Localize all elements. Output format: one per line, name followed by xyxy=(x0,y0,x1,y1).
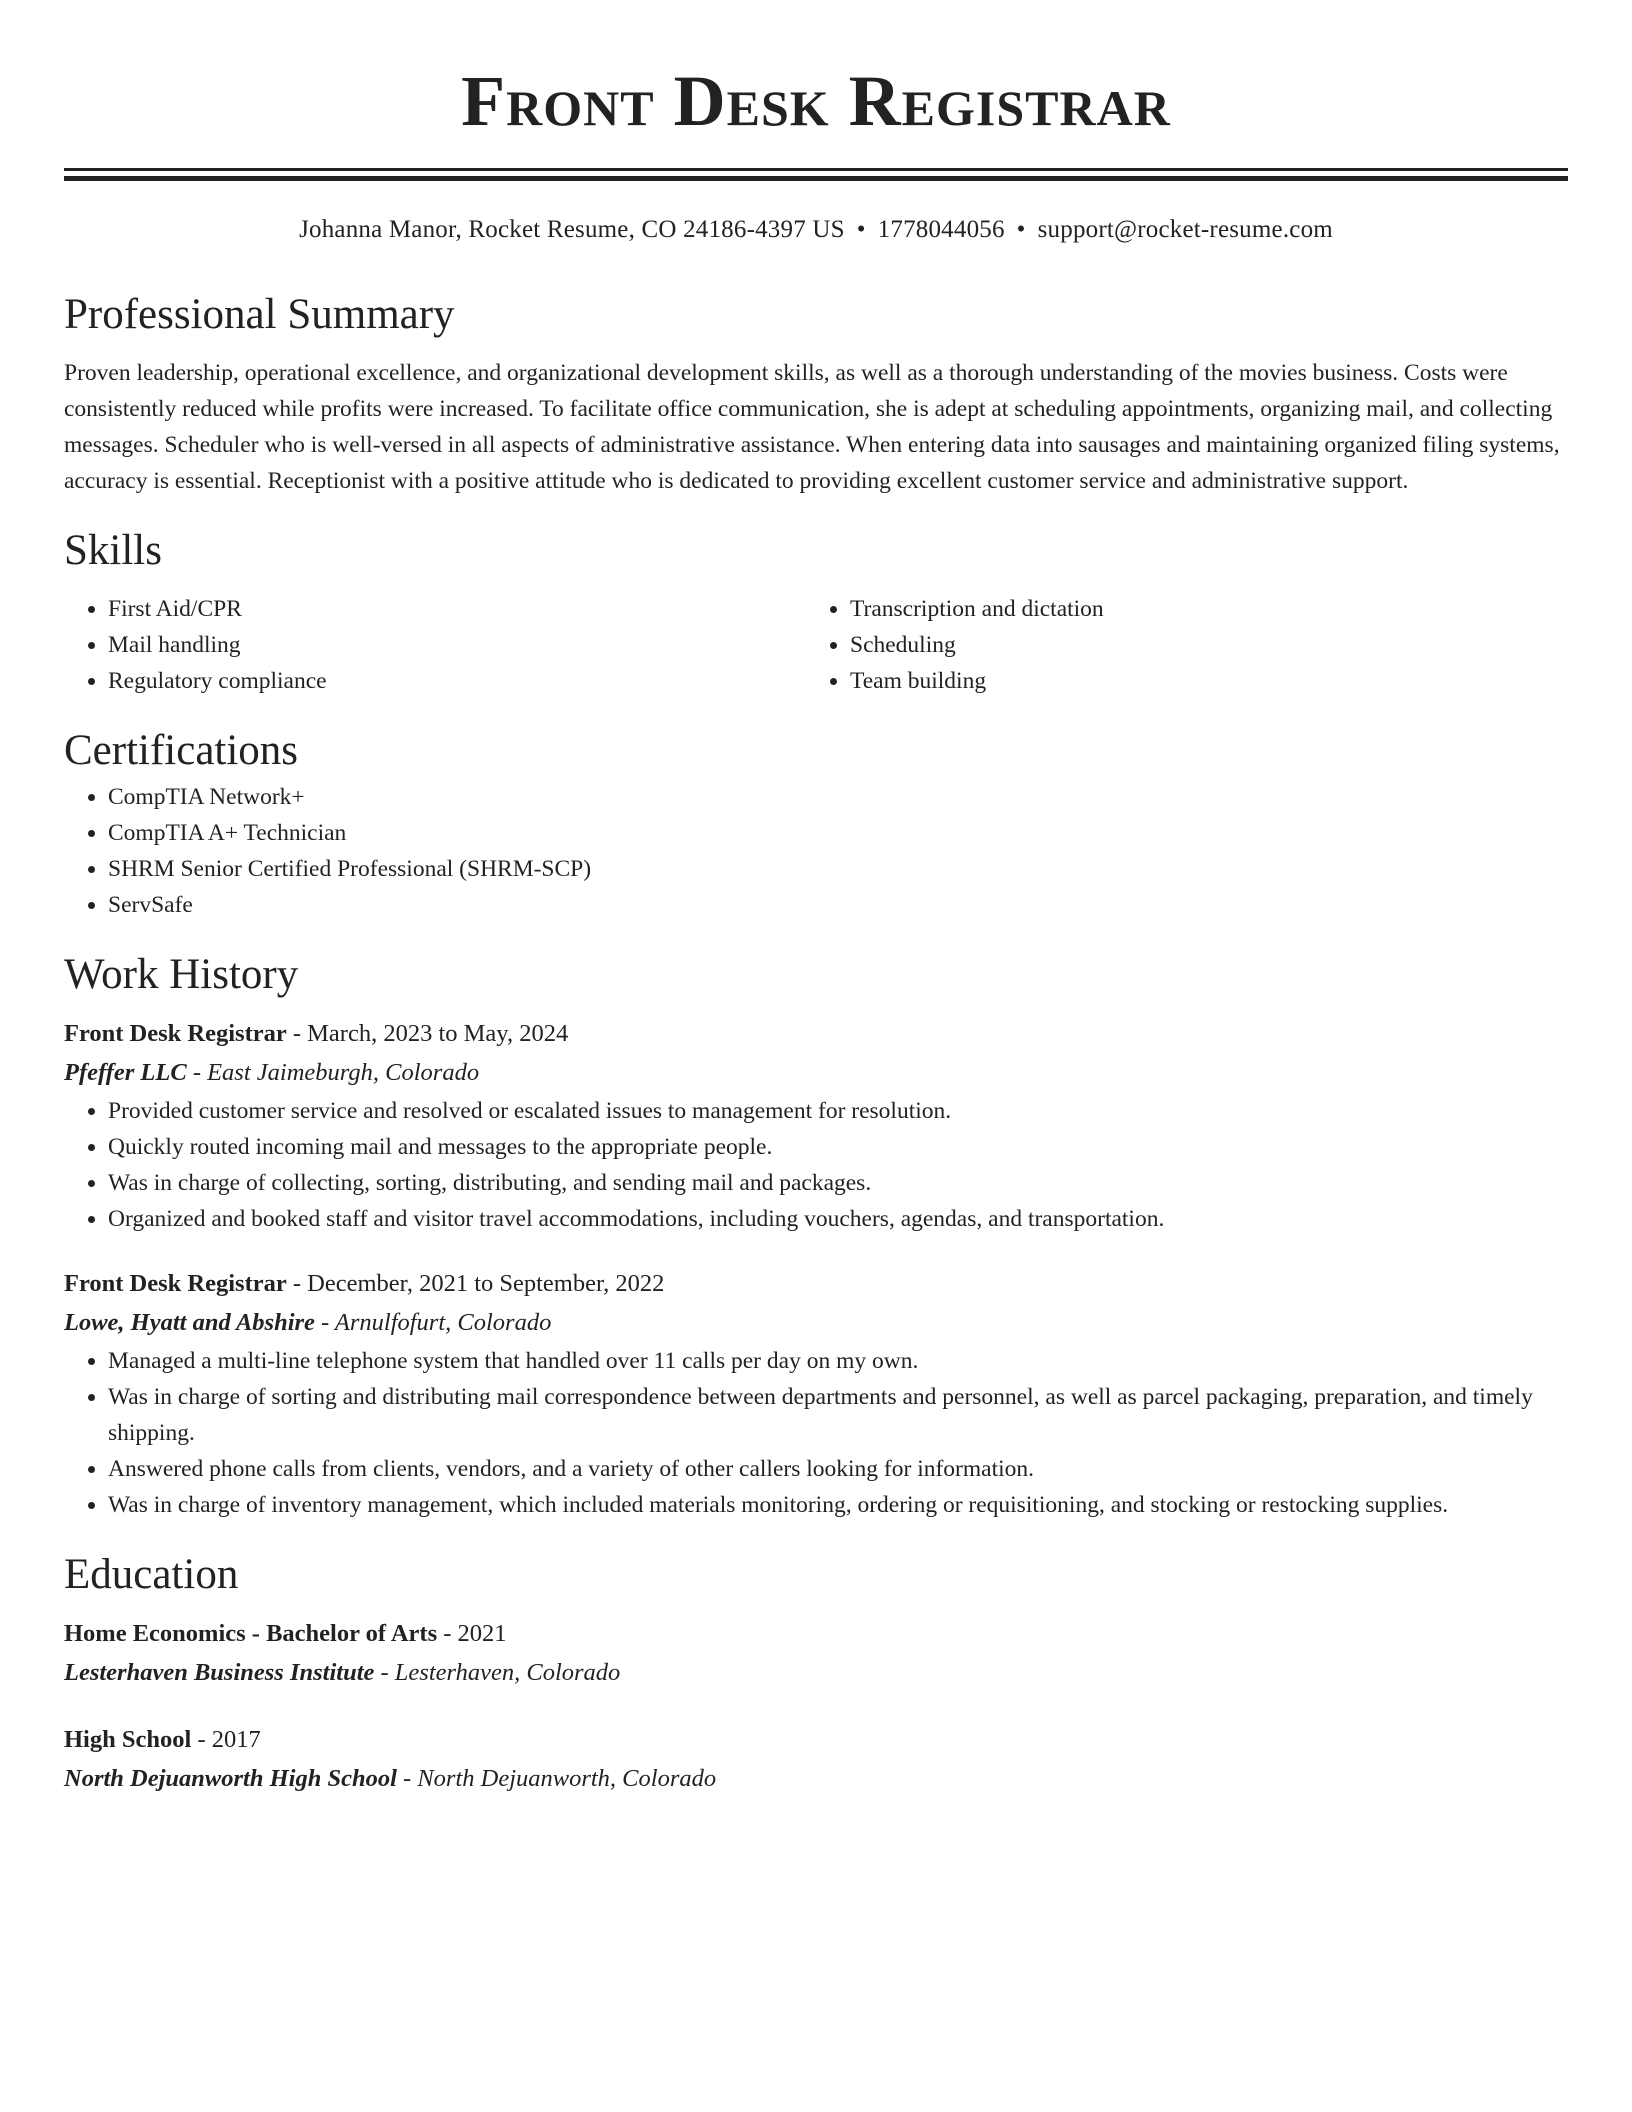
job-dates: - March, 2023 to May, 2024 xyxy=(286,1020,569,1047)
job-location: - East Jaimeburgh, Colorado xyxy=(186,1059,480,1086)
skill-item: • First Aid/CPR xyxy=(108,591,806,627)
summary-text: Proven leadership, operational excellence, and organizational development skills, as well as a thorough understanding of the movies business. Costs were consistently reduced while profits were increased. To facilitate office communication, she is adept at scheduling appointments, organizing mail, and collecting messages. Scheduler who is well-versed in all aspects of administrative assistance. When entering data into sausages and maintaining organized filing systems, accuracy is essential. Receptionist with a positive attitude who is dedicated to providing excellent customer service and administrative support. xyxy=(64,360,1560,494)
job-bullets xyxy=(64,1093,1568,1237)
education-year: - 2017 xyxy=(191,1726,261,1753)
job-entry xyxy=(64,1015,1568,1237)
job-bullet: • Managed a multi-line telephone system that handled over 11 calls per day on my own. xyxy=(108,1343,1568,1379)
certification-item: • ServSafe xyxy=(108,887,1568,923)
contact-separator: • xyxy=(856,216,866,243)
job-entry xyxy=(64,1265,1568,1523)
job-company: Pfeffer LLC xyxy=(64,1059,187,1086)
certifications-heading: Certifications xyxy=(64,727,299,774)
contact-separator: • xyxy=(1016,216,1026,243)
job-company: Lowe, Hyatt and Abshire xyxy=(64,1309,315,1336)
job-company-line xyxy=(64,1303,1568,1343)
title-rule-bottom xyxy=(64,176,1568,181)
job-bullet: • Was in charge of sorting and distributing mail correspondence between departments and personnel, as well as parcel packaging, preparation, and timely shipping. xyxy=(108,1379,1568,1451)
resume-title: Front Desk Registrar xyxy=(461,61,1171,141)
education-year: - 2021 xyxy=(437,1620,507,1647)
summary-heading: Professional Summary xyxy=(64,291,455,338)
skills-list-left xyxy=(64,591,806,699)
job-bullets xyxy=(64,1343,1568,1523)
certification-item: • SHRM Senior Certified Professional (SHRM-SCP) xyxy=(108,851,1568,887)
skill-item: • Team building xyxy=(850,663,1548,699)
job-bullet: • Quickly routed incoming mail and messages to the appropriate people. xyxy=(108,1129,1568,1165)
education-location: - Lesterhaven, Colorado xyxy=(374,1659,621,1686)
contact-email: support@rocket-resume.com xyxy=(1037,216,1333,243)
job-bullet: • Was in charge of collecting, sorting, distributing, and sending mail and packages. xyxy=(108,1165,1568,1201)
education-heading: Education xyxy=(64,1551,239,1598)
certifications-list xyxy=(64,779,1568,923)
education-degree: Home Economics - Bachelor of Arts xyxy=(64,1620,438,1647)
contact-address: Johanna Manor, Rocket Resume, CO 24186-4397 US xyxy=(299,216,845,243)
skills-grid xyxy=(64,591,1568,699)
certification-item: • CompTIA A+ Technician xyxy=(108,815,1568,851)
title-rule-top xyxy=(64,168,1568,171)
education-entry xyxy=(64,1721,1568,1799)
skills-heading: Skills xyxy=(64,527,162,574)
skill-item: • Scheduling xyxy=(850,627,1548,663)
education-school: North Dejuanworth High School xyxy=(64,1765,397,1792)
job-bullet: • Answered phone calls from clients, vendors, and a variety of other callers looking for information. xyxy=(108,1451,1568,1487)
education-school: Lesterhaven Business Institute xyxy=(64,1659,375,1686)
job-bullet: • Organized and booked staff and visitor travel accommodations, including vouchers, agendas, and transportation. xyxy=(108,1201,1568,1237)
education-degree-line xyxy=(64,1615,1568,1653)
education-entry xyxy=(64,1615,1568,1693)
contact-line xyxy=(64,213,1568,247)
job-title-line xyxy=(64,1015,1568,1053)
education-location: - North Dejuanworth, Colorado xyxy=(396,1765,717,1792)
work-history-heading: Work History xyxy=(64,951,299,998)
education-school-line xyxy=(64,1759,1568,1799)
education-school-line xyxy=(64,1653,1568,1693)
job-location: - Arnulfofurt, Colorado xyxy=(314,1309,552,1336)
job-title: Front Desk Registrar xyxy=(64,1020,287,1047)
skill-item: • Mail handling xyxy=(108,627,806,663)
job-dates: - December, 2021 to September, 2022 xyxy=(286,1270,665,1297)
job-bullet: • Was in charge of inventory management, which included materials monitoring, ordering or requisitioning, and stocking or restocking supplies. xyxy=(108,1487,1568,1523)
job-company-line xyxy=(64,1053,1568,1093)
skill-item: • Transcription and dictation xyxy=(850,591,1548,627)
education-degree: High School xyxy=(64,1726,192,1753)
job-title: Front Desk Registrar xyxy=(64,1270,287,1297)
job-title-line xyxy=(64,1265,1568,1303)
certification-item: • CompTIA Network+ xyxy=(108,779,1568,815)
education-degree-line xyxy=(64,1721,1568,1759)
skill-item: • Regulatory compliance xyxy=(108,663,806,699)
job-bullet: • Provided customer service and resolved or escalated issues to management for resolution. xyxy=(108,1093,1568,1129)
skills-list-right xyxy=(806,591,1548,699)
contact-phone: 1778044056 xyxy=(877,216,1005,243)
